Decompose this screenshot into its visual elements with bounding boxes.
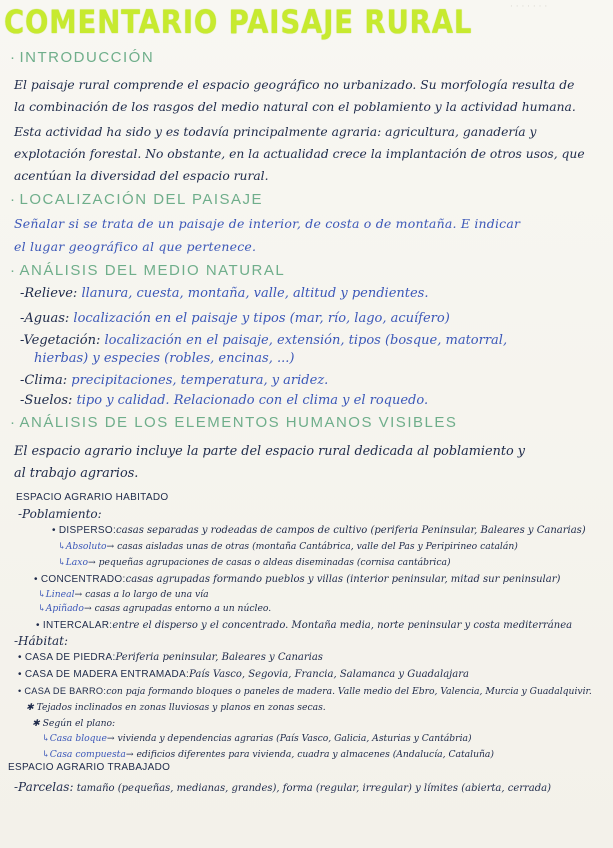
intercalar-label: • INTERCALAR: (36, 620, 113, 631)
absoluto-text: → casas aisladas unas de otras (montaña Cantábrica, valle del Pas y Peripirineo catalán) (106, 541, 518, 552)
section-heading-text: INTRODUCCIÓN (19, 49, 155, 66)
vegetacion-continuation: hierbas) y especies (robles, encinas, ...) (34, 351, 295, 366)
relieve-label: -Relieve: (20, 286, 78, 301)
section-heading-text: ANÁLISIS DE LOS ELEMENTOS HUMANOS VISIBLES (19, 414, 458, 431)
parcelas-text: tamaño (pequeñas, medianas, grandes), forma (regular, irregular) y límites (abierta, cerrada) (76, 783, 552, 794)
humanos-intro-line: El espacio agrario incluye la parte del espacio rural dedicada al poblamiento y (14, 444, 525, 459)
casa-barro-row (18, 686, 592, 697)
laxo-row (58, 557, 451, 568)
disperso-label: • DISPERSO: (52, 525, 117, 536)
localizacion-line: el lugar geográfico al que pertenece. (14, 239, 257, 254)
casa-bloque-text: → vivienda y dependencias agrarias (País Vasco, Galicia, Asturias y Cantábria) (106, 733, 472, 744)
intercalar-text: entre el disperso y el concentrado. Montaña media, norte peninsular y costa mediterránea (112, 620, 573, 631)
segun-plano-note: ✱ Según el plano: (32, 718, 116, 729)
clima-label: -Clima: (20, 373, 68, 388)
absoluto-row (58, 541, 518, 552)
casa-barro-label: • CASA DE BARRO: (18, 686, 107, 696)
apinado-label: ↳Apiñado (38, 603, 84, 614)
section-heading-medio-natural: · ANÁLISIS DEL MEDIO NATURAL (10, 262, 286, 279)
section-heading-localizacion: · LOCALIZACIÓN DEL PAISAJE (10, 191, 264, 208)
casa-barro-text: con paja formando bloques o paneles de madera. Valle medio del Ebro, Valencia, Murcia y Guadalquivir. (106, 686, 592, 697)
section-heading-introduccion: · INTRODUCCIÓN (10, 49, 155, 66)
suelos-row (20, 393, 428, 408)
vegetacion-label: -Vegetación: (20, 333, 101, 348)
clima-row (20, 373, 328, 388)
concentrado-text: casas agrupadas formando pueblos y villas (interior peninsular, mitad sur peninsular) (125, 574, 561, 585)
vegetacion-text: localización en el paisaje, extensión, tipos (bosque, matorral, (104, 333, 508, 348)
laxo-text: → pequeñas agrupaciones de casas o aldeas diseminadas (cornisa cantábrica) (88, 557, 451, 568)
suelos-text: tipo y calidad. Relacionado con el clima y el roquedo. (76, 393, 429, 408)
localizacion-line: Señalar si se trata de un paisaje de interior, de costa o de montaña. E indicar (14, 216, 521, 231)
intro-line: explotación forestal. No obstante, en la actualidad crece la implantación de otros usos, que (14, 147, 585, 161)
casa-madera-row (18, 669, 469, 680)
concentrado-label: • CONCENTRADO: (34, 574, 126, 585)
vegetacion-row (20, 333, 507, 348)
lineal-label: ↳Lineal (38, 589, 75, 600)
suelos-label: -Suelos: (20, 393, 73, 408)
section-heading-text: ANÁLISIS DEL MEDIO NATURAL (19, 262, 286, 279)
clima-text: precipitaciones, temperatura, y aridez. (71, 373, 329, 388)
section-heading-elementos-humanos: · ANÁLISIS DE LOS ELEMENTOS HUMANOS VISIBLES (10, 414, 458, 431)
relieve-row (20, 286, 428, 301)
intro-line: Esta actividad ha sido y es todavía principalmente agraria: agricultura, ganadería y (14, 125, 537, 139)
bleed-through-text: · · · · · · · (510, 2, 548, 12)
laxo-label: ↳Laxo (58, 557, 88, 568)
poblamiento-label: -Poblamiento: (18, 507, 102, 521)
lineal-text: → casas a lo largo de una vía (74, 589, 209, 600)
casa-piedra-text: Periferia peninsular, Baleares y Canarias (115, 652, 323, 663)
casa-bloque-label: ↳Casa bloque (42, 733, 107, 744)
casa-compuesta-label: ↳Casa compuesta (42, 749, 126, 760)
humanos-intro-line: al trabajo agrarios. (14, 466, 139, 481)
intercalar-row (36, 620, 572, 631)
casa-madera-label: • CASA DE MADERA ENTRAMADA: (18, 669, 190, 680)
disperso-text: casas separadas y rodeadas de campos de cultivo (periferia Peninsular, Baleares y Canarias) (116, 525, 586, 536)
apinado-row (38, 603, 271, 614)
disperso-row (52, 525, 586, 536)
aguas-row (20, 311, 450, 326)
casa-madera-text: País Vasco, Segovia, Francia, Salamanca y Guadalajara (189, 669, 469, 680)
aguas-label: -Aguas: (20, 311, 70, 326)
casa-compuesta-row (42, 749, 494, 760)
casa-piedra-label: • CASA DE PIEDRA: (18, 652, 116, 663)
casa-piedra-row (18, 652, 323, 663)
intro-line: El paisaje rural comprende el espacio geográfico no urbanizado. Su morfología resulta de (14, 78, 575, 92)
casa-compuesta-text: → edificios diferentes para vivienda, cuadra y almacenes (Andalucía, Cataluña) (125, 749, 494, 760)
intro-line: la combinación de los rasgos del medio natural con el poblamiento y la actividad humana. (14, 100, 576, 114)
absoluto-label: ↳Absoluto (58, 541, 107, 552)
apinado-text: → casas agrupadas entorno a un núcleo. (83, 603, 272, 614)
espacio-habitado-heading: ESPACIO AGRARIO HABITADO (16, 492, 169, 503)
relieve-text: llanura, cuesta, montaña, valle, altitud y pendientes. (81, 286, 429, 301)
habitat-label: -Hábitat: (14, 634, 69, 648)
concentrado-row (34, 574, 560, 585)
section-heading-text: LOCALIZACIÓN DEL PAISAJE (19, 191, 264, 208)
tejados-note: ✱ Tejados inclinados en zonas lluviosas y planos en zonas secas. (26, 702, 326, 713)
aguas-text: localización en el paisaje y tipos (mar, río, lago, acuífero) (73, 311, 450, 326)
casa-bloque-row (42, 733, 472, 744)
intro-line: acentúan la diversidad del espacio rural. (14, 169, 269, 183)
espacio-trabajado-heading: ESPACIO AGRARIO TRABAJADO (8, 762, 171, 773)
parcelas-label: -Parcelas: (14, 780, 74, 794)
parcelas-row (14, 780, 551, 794)
lineal-row (38, 589, 209, 600)
page-title: COMENTARIO PAISAJE RURAL (4, 3, 473, 41)
